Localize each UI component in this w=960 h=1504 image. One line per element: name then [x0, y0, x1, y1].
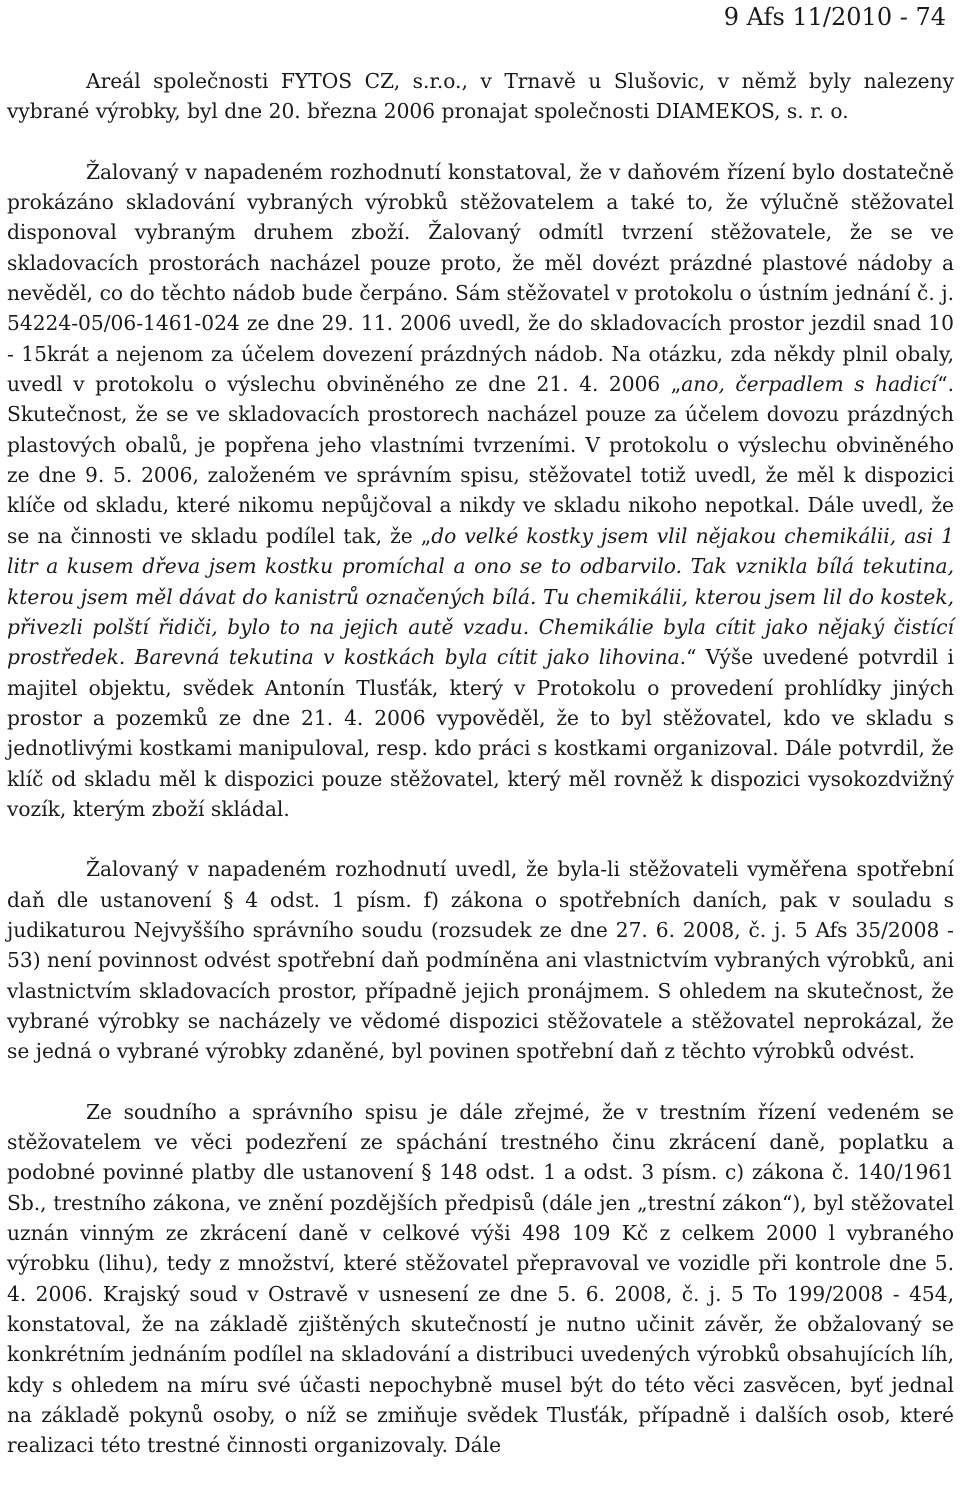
- quoted-testimony-2: do velké kostky jsem vlil nějakou chemikálii, asi 1 litr a kusem dřeva jsem kostku promíchal a ono se to odbarvilo. Tak vznikla bílá tekutina, kterou jsem měl dávat do kanistrů označených bílá. Tu chemikálii, kterou jsem lil do kostek, přivezli polští řidiči, bylo to na jejich autě vzadu. Chemikálie byla cítit jako nějaký čistící prostředek. Barevná tekutina v kostkách byla cítit jako lihovina.: [7, 523, 954, 670]
- paragraph-2: [7, 157, 954, 825]
- paragraph-3-text-a: Žalovaný v napadeném rozhodnutí uvedl, že byla-li stěžovateli vyměřena spotřební daň dle ustanovení: [7, 857, 954, 912]
- paragraph-4-text-b: 148 odst. 1 a odst. 3 písm. c) zákona č. 140/1961 Sb., trestního zákona, ve znění pozdějších předpisů (dále jen „trestní zákon“), byl stěžovatel uznán vinným ze zkrácení daně v celkové výši 498 109 Kč z celkem 2000 l vybraného výrobku (lihu), tedy z množství, které stěžovatel přepravoval ve vozidle při kontrole dne 5. 4. 2006. Krajský soud v Ostravě v usnesení ze dne 5. 6. 2008, č. j. 5 To 199/2008 - 454, konstatoval, že na základě zjištěných skutečností je nutno učinit závěr, že obžalovaný se konkrétním jednáním podílel na skladování a distribuci uvedených výrobků obsahujících líh, kdy s ohledem na míru své účasti nepochybně musel být do této věci zasvěcen, byť jednal na základě pokynů osoby, o níž se zmiňuje svědek Tlusťák, případně i dalších osob, které realizaci této trestné činnosti organizovaly. Dále: [7, 1160, 954, 1458]
- paragraph-spacer: [7, 1067, 954, 1097]
- paragraph-2-text-e: “ Výše uvedené potvrdil i majitel objektu, svědek Antonín Tlusťák, který v Protokolu o provedení prohlídky jiných prostor a pozemků ze dne 21. 4. 2006 vypověděl, že to byl stěžovatel, kdo ve skladu s jednotlivými kostkami manipuloval, resp. kdo práci s kostkami organizoval. Dále potvrdil, že klíč od skladu měl k dispozici pouze stěžovatel, který měl rovněž k dispozici vysokozdvižný vozík, kterým zboží skládal.: [7, 645, 954, 821]
- section-sign-icon: §: [223, 887, 234, 912]
- paragraph-spacer: [7, 824, 954, 854]
- paragraph-4: [7, 1097, 954, 1461]
- paragraph-2-text-a: Žalovaný v napadeném rozhodnutí konstatoval, že v daňovém řízení bylo dostatečně prokázáno skladování vybraných výrobků stěžovatelem a také to, že výlučně stěžovatel disponoval vybraným druhem zboží. Žalovaný odmítl tvrzení stěžovatele, že se ve skladovacích prostorách nacházel pouze proto, že měl dovézt prázdné plastové nádoby a nevěděl, co do těchto nádob bude čerpáno. Sám stěžovatel v protokolu o ústním jednání č. j. 54224-05/06-1461-024 ze dne 29. 11. 2006 uvedl, že do skladovacích prostor jezdil snad 10 - 15krát a nejenom za účelem dovezení prázdných nádob. Na otázku, zda někdy plnil obaly, uvedl v protokolu o výslechu obviněného ze dne 21. 4. 2006 „: [7, 159, 954, 397]
- document-body: [7, 66, 954, 1461]
- quoted-testimony-1: ano, čerpadlem s hadicí: [681, 372, 938, 397]
- paragraph-4-text-a: Ze soudního a správního spisu je dále zřejmé, že v trestním řízení vedeném se stěžovatelem ve věci podezření ze spáchání trestného činu zkrácení daně, poplatku a podobné povinné platby dle ustanovení: [7, 1099, 954, 1185]
- paragraph-3-text-b: 4 odst. 1 písm. f) zákona o spotřebních daních, pak v souladu s judikaturou Nejvyššího správního soudu (rozsudek ze dne 27. 6. 2008, č. j. 5 Afs 35/2008 - 53) není povinnost odvést spotřební daň podmíněna ani vlastnictvím vybraných výrobků, ani vlastnictvím skladovacích prostor, případně jejich pronájmem. S ohledem na skutečnost, že vybrané výrobky se nacházely ve vědomé dispozici stěžovatele a stěžovatel neprokázal, že se jedná o vybrané výrobky zdaněné, byl povinen spotřební daň z těchto výrobků odvést.: [7, 887, 954, 1064]
- paragraph-spacer: [7, 127, 954, 157]
- section-sign-icon: §: [421, 1160, 432, 1185]
- paragraph-3: [7, 854, 954, 1066]
- paragraph-2-text-c: “. Skutečnost, že se ve skladovacích prostorech nacházel pouze za účelem dovozu prázdných plastových obalů, je popřena jeho vlastními tvrzeními. V protokolu o výslechu obviněného ze dne 9. 5. 2006, založeném ve správním spisu, stěžovatel totiž uvedl, že měl k dispozici klíče od skladu, které nikomu nepůjčoval a nikdy ve skladu nikoho nepotkal. Dále uvedl, že se na činnosti ve skladu podílel tak, že „: [7, 372, 954, 548]
- paragraph-1-text: Areál společnosti FYTOS CZ, s.r.o., v Trnavě u Slušovic, v němž byly nalezeny vybrané výrobky, byl dne 20. března 2006 pronajat společnosti DIAMEKOS, s. r. o.: [7, 69, 954, 124]
- paragraph-1: [7, 66, 954, 127]
- case-reference: 9 Afs 11/2010 - 74: [723, 3, 946, 31]
